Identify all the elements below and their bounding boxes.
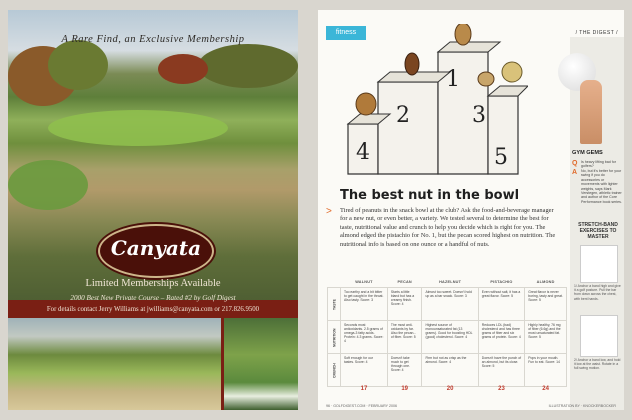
- table-row: [328, 354, 567, 387]
- pecan-icon: [405, 53, 419, 75]
- exercise-figure-2: [580, 315, 618, 357]
- table-row: [328, 321, 567, 354]
- score-row: [328, 387, 567, 396]
- article-body: Tired of peanuts in the snack bowl at the club? Ask the food-and-beverage manager for a new nut, or even better, a variety. We tested several to determine the best for taste, nutritional value and crunch to help you decide which is right for you. The almond edged the pistachio for No. 1, but the pecan scored highest on nutrition. The nutritional info is based on one ounce or a handful of nuts.: [340, 207, 556, 248]
- table-cell: Soft enough for our tastes. Score: 4: [341, 354, 388, 387]
- table-cell: Doesn't have the punch of an almond, but its close. Score: 5: [478, 354, 524, 387]
- stretch-band-heading: STRETCH-BAND EXERCISES TO MASTER: [578, 222, 618, 240]
- col-walnut: WALNUT: [355, 279, 373, 284]
- table-row: [328, 288, 567, 321]
- podium-4: 4: [356, 140, 370, 165]
- col-pecan: PECAN: [397, 279, 412, 284]
- table-cell: Reduces LDL (bad) cholesterol and has three grams of fiber and six grams of protein. Score: 4: [478, 321, 524, 354]
- total-score: 19: [401, 386, 409, 392]
- exercise-2-text: 2/ Anchor a band low, and hold it low at the waist. Rotate in a full swing motion.: [574, 358, 621, 371]
- total-score: 24: [542, 386, 549, 392]
- chevron-right-icon: >: [326, 206, 332, 217]
- table-cell: Pops in your mouth. Fun to eat. Score: 14: [525, 354, 567, 387]
- total-score: 17: [360, 386, 368, 392]
- golf-club-ad: [8, 10, 298, 410]
- logo-text: Canyata: [110, 236, 202, 260]
- nut-comparison-table: [327, 276, 567, 395]
- table-cell: Starts a little bland but has a creamy finish. Score: 4: [387, 288, 422, 321]
- ad-tagline: A Rare Find, an Exclusive Membership: [61, 34, 245, 45]
- canyata-logo: [98, 224, 214, 278]
- digest-label: / THE DIGEST /: [575, 30, 618, 36]
- podium-1: 1: [446, 67, 460, 92]
- table-cell: The most anti-oxidants by far. Also the pecan... of fiber. Score: 5: [387, 321, 422, 354]
- table-cell: Firm but not as crisp as the almond. Score: 4: [422, 354, 478, 387]
- pistachio-icon: [478, 72, 494, 86]
- exercise-figure-1: [580, 245, 618, 283]
- fairway-photo: [8, 318, 221, 410]
- table-cell: Highly healthy, 76 mg of fiber (6.6g) and the most unsaturated fat. Score: 5: [525, 321, 567, 354]
- almond-icon: [455, 24, 471, 45]
- exercise-1-text: 1/ Anchor a band high and give it a golf posture. Pull the bar from down across the chest, with bent hands.: [574, 284, 621, 301]
- row-label: TASTE: [328, 288, 341, 321]
- podium-2: 2: [396, 103, 410, 128]
- q-marker: Q: [572, 160, 578, 167]
- table-cell: Even without salt, it has a great flavor. Score: 5: [478, 288, 524, 321]
- ad-subline: 2000 Best New Private Course – Rated #2 by Golf Digest: [70, 294, 236, 302]
- page-folio: 96 · GOLFDIGEST.COM · FEBRUARY 2006 ILLUSTRATION BY · KNOCKERBOCKER: [326, 404, 616, 408]
- row-label: CRUNCH: [328, 354, 341, 387]
- ad-contact: For details contact Jerry Williams at jwilliams@canyata.com or 217.826.9500: [46, 306, 260, 313]
- hazelnut-icon: [502, 62, 522, 82]
- table-cell: Too earthy and a bit bitter to get caught in the throat. Also tasty. Score: 3: [341, 288, 388, 321]
- answer-text: No, but it's better for your swing if you do accessories or movements with lighter weights, says Mark Verstegen, athletic trainer and author of the Core Performance book series.: [581, 169, 622, 204]
- table-cell: Seconds most antioxidants. 2.5 grams of omega-3 fatty acids. Protein: 4.3 grams. Score: 4: [341, 321, 388, 354]
- section-tab: fitness: [326, 26, 366, 40]
- table-cell: Highest source of monounsaturated fat (13 grams). Good for boosting HDL (good) cholesterol. Score: 4: [422, 321, 478, 354]
- a-marker: A: [572, 169, 578, 176]
- table-cell: Doesn't take much to get through one. Score: 4: [387, 354, 422, 387]
- podium-3: 3: [472, 103, 486, 128]
- article-title: The best nut in the bowl: [340, 188, 520, 203]
- podium-5: 5: [494, 145, 508, 170]
- row-label: NUTRITION: [328, 321, 341, 354]
- article-page: [318, 10, 624, 410]
- walnut-icon: [356, 93, 376, 115]
- table-cell: Almost too sweet. Doesn't hold up as a bar snack. Score: 3: [422, 288, 478, 321]
- ad-headline: Limited Memberships Available: [85, 278, 221, 289]
- aerial-course-photo: [224, 318, 298, 410]
- lifter-illustration: [580, 80, 602, 144]
- col-almond: ALMOND: [536, 279, 555, 284]
- col-pistachio: PISTACHIO: [490, 279, 513, 284]
- col-hazelnut: HAZELNUT: [439, 279, 462, 284]
- total-score: 23: [498, 386, 505, 392]
- gym-gems-heading: GYM GEMS: [572, 150, 603, 156]
- total-score: 20: [446, 386, 454, 392]
- nut-podium-illustration: [338, 24, 528, 180]
- table-cell: Great flavor is never boring, tasty and great. Score: 5: [525, 288, 567, 321]
- question-text: Is heavy lifting bad for golfers?: [581, 160, 616, 169]
